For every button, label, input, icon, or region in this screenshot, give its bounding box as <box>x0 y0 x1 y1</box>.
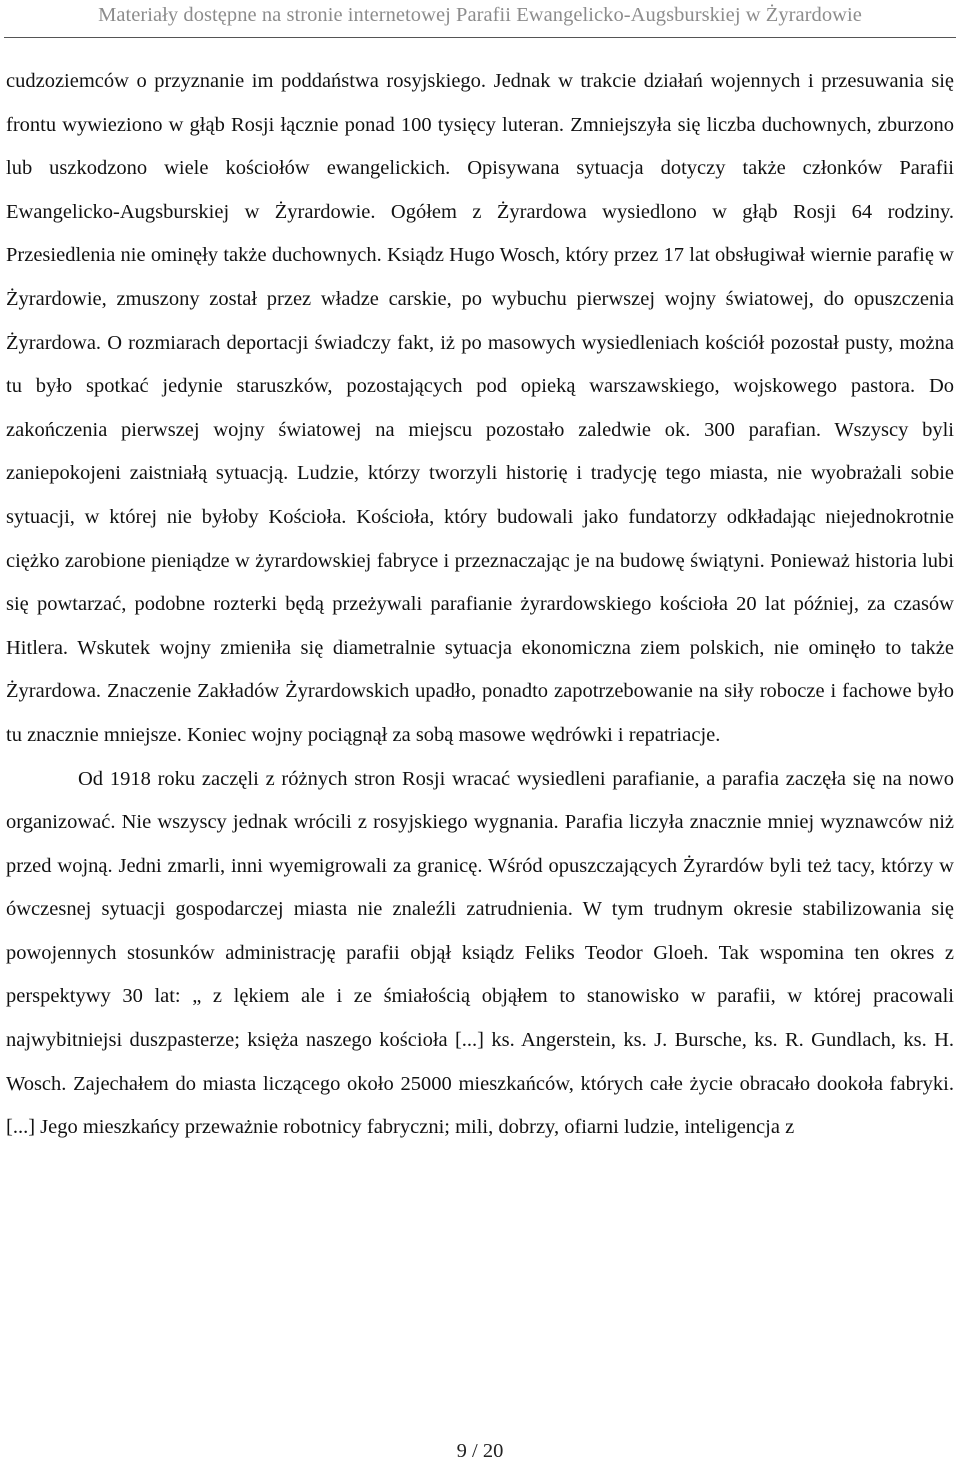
header-divider <box>4 37 956 38</box>
document-body <box>6 60 954 1150</box>
page-header: Materiały dostępne na stronie internetowej Parafii Ewangelicko-Augsburskiej w Żyrardowie <box>98 4 862 26</box>
paragraph: Od 1918 roku zaczęli z różnych stron Rosji wracać wysiedleni parafianie, a parafia zaczęła się na nowo organizować. Nie wszyscy jednak wrócili z rosyjskiego wygnania. Parafia liczyła znacznie mniej wyznawców niż przed wojną. Jedni zmarli, inni wyemigrowali za granicę. Wśród opuszczających Żyrardów byli też tacy, którzy w ówczesnej sytuacji gospodarczej miasta nie znaleźli zatrudnienia. W tym trudnym okresie stabilizowania się powojennych stosunków administrację parafii objął ksiądz Feliks Teodor Gloeh. Tak wspomina ten okres z perspektywy 30 lat: „ z lękiem ale i ze śmiałością objąłem to stanowisko w parafii, w której pracowali najwybitniejsi duszpasterze; księża naszego kościoła [...] ks. Angerstein, ks. J. Bursche, ks. R. Gundlach, ks. H. Wosch. Zajechałem do miasta liczącego około 25000 mieszkańców, których całe życie obracało dookoła fabryki. [...] Jego mieszkańcy przeważnie robotnicy fabryczni; mili, dobrzy, ofiarni ludzie, inteligencja z <box>6 767 954 1139</box>
paragraph: cudzoziemców o przyznanie im poddaństwa rosyjskiego. Jednak w trakcie działań wojennych i przesuwania się frontu wywieziono w głąb Rosji łącznie ponad 100 tysięcy luteran. Zmniejszyła się liczba duchownych, zburzono lub uszkodzono wiele kościołów ewangelickich. Opisywana sytuacja dotyczy także członków Parafii Ewangelicko-Augsburskiej w Żyrardowie. Ogółem z Żyrardowa wysiedlono w głąb Rosji 64 rodziny. Przesiedlenia nie ominęły także duchownych. Ksiądz Hugo Wosch, który przez 17 lat obsługiwał wiernie parafię w Żyrardowie, zmuszony został przez władze carskie, po wybuchu pierwszej wojny światowej, do opuszczenia Żyrardowa. O rozmiarach deportacji świadczy fakt, iż po masowych wysiedleniach kościół pozostał pusty, można tu było spotkać jedynie staruszków, pozostających pod opieką warszawskiego, wojskowego pastora. Do zakończenia pierwszej wojny światowej na miejscu pozostało zaledwie ok. 300 parafian. Wszyscy byli zaniepokojeni zaistniałą sytuacją. Ludzie, którzy tworzyli historię i tradycję tego miasta, nie wyobrażali sobie sytuacji, w której nie byłoby Kościoła. Kościoła, który budowali jako fundatorzy odkładając niejednokrotnie ciężko zarobione pieniądze w żyrardowskiej fabryce i przeznaczając je na budowę świątyni. Ponieważ historia lubi się powtarzać, podobne rozterki będą przeżywali parafianie żyrardowskiego kościoła 20 lat później, za czasów Hitlera. Wskutek wojny zmieniła się diametralnie sytuacja ekonomiczna ziem polskich, nie ominęło to także Żyrardowa. Znaczenie Zakładów Żyrardowskich upadło, ponadto zapotrzebowanie na siły robocze i fachowe było tu znacznie mniejsze. Koniec wojny pociągnął za sobą masowe wędrówki i repatriacje. <box>6 70 954 746</box>
page-number: 9 / 20 <box>456 1440 504 1462</box>
